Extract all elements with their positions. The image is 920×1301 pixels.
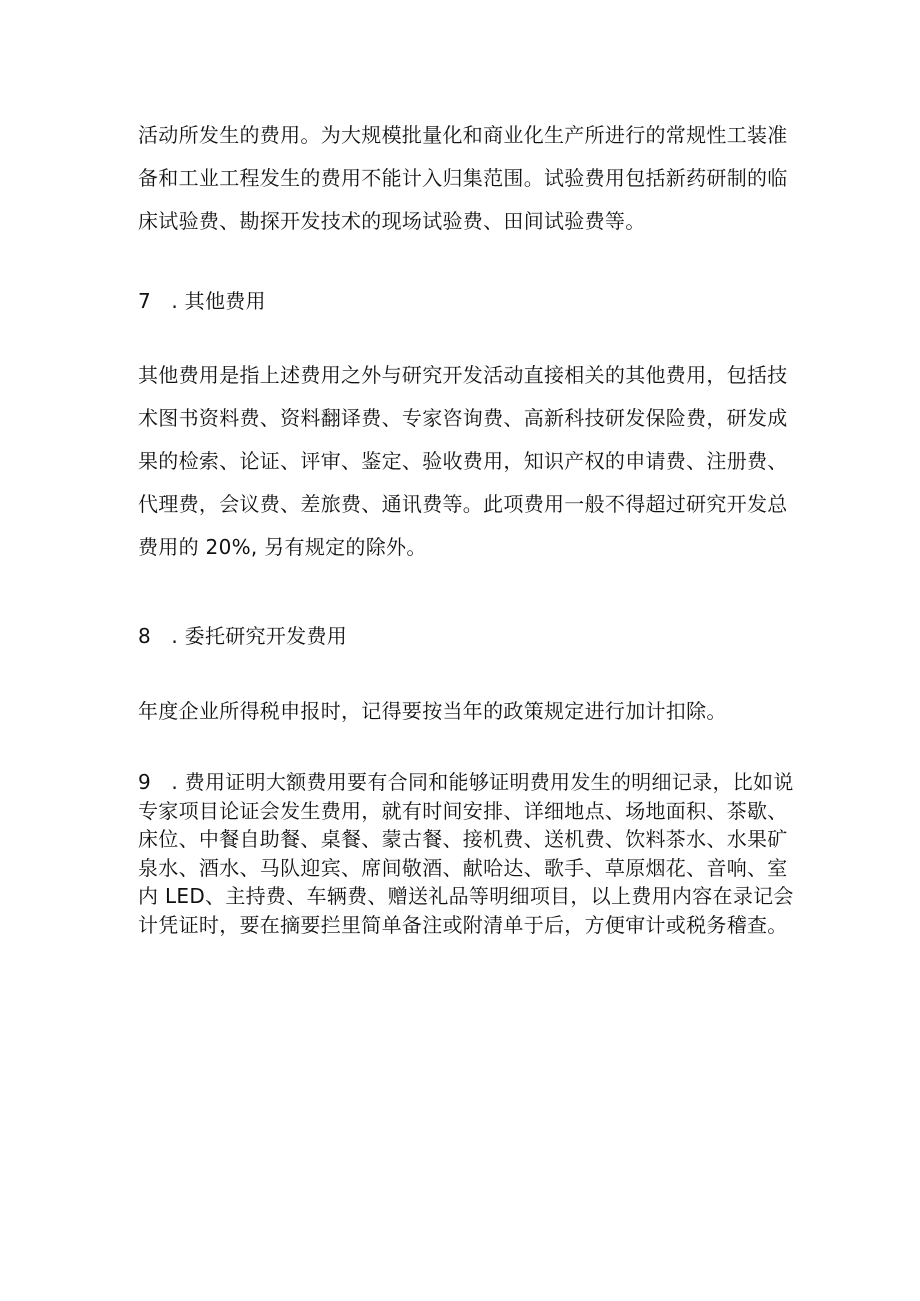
text-line: 床试验费、勘探开发技术的现场试验费、田间试验费等。 — [138, 209, 646, 233]
text-line: 内 LED、主持费、车辆费、赠送礼品等明细项目，以上费用内容在录记会 — [138, 884, 794, 909]
section-heading-commissioned-rd — [138, 621, 788, 651]
paragraph-expense-proof — [138, 768, 794, 940]
paragraph-tax-filing — [138, 690, 788, 733]
text-line: 其他费用是指上述费用之外与研究开发活动直接相关的其他费用，包括技 — [138, 363, 788, 387]
text-line: 泉水、酒水、马队迎宾、席间敬酒、献哈达、歌手、草原烟花、音响、室 — [138, 855, 788, 880]
paragraph-other-expenses — [138, 354, 788, 569]
heading-text: 7 . 其他费用 — [138, 289, 266, 313]
text-line: 术图书资料费、资料翻译费、专家咨询费、高新科技研发保险费，研发成 — [138, 406, 788, 430]
paragraph-test-expenses — [138, 114, 788, 243]
text-line: 活动所发生的费用。为大规模批量化和商业化生产所进行的常规性工装准 — [138, 123, 788, 147]
heading-text: 8 . 委托研究开发费用 — [138, 624, 348, 648]
text-line: 计凭证时，要在摘要拦里简单备注或附清单于后，方便审计或税务稽查。 — [138, 912, 788, 937]
text-line: 床位、中餐自助餐、桌餐、蒙古餐、接机费、送机费、饮料茶水、水果矿 — [138, 827, 788, 852]
text-line: 备和工业工程发生的费用不能计入归集范围。试验费用包括新药研制的临 — [138, 166, 788, 190]
text-line: 年度企业所得税申报时，记得要按当年的政策规定进行加计扣除。 — [138, 699, 727, 723]
text-line: 果的检索、论证、评审、鉴定、验收费用，知识产权的申请费、注册费、 — [138, 449, 788, 473]
section-heading-other-expenses — [138, 286, 788, 316]
text-line: 费用的 20%, 另有规定的除外。 — [138, 535, 427, 559]
text-line: 专家项目论证会发生费用，就有时间安排、详细地点、场地面积、茶歇、 — [138, 798, 788, 823]
text-line: 代理费，会议费、差旅费、通讯费等。此项费用一般不得超过研究开发总 — [138, 492, 788, 516]
text-line: 9 . 费用证明大额费用要有合同和能够证明费用发生的明细记录，比如说 — [138, 770, 794, 794]
